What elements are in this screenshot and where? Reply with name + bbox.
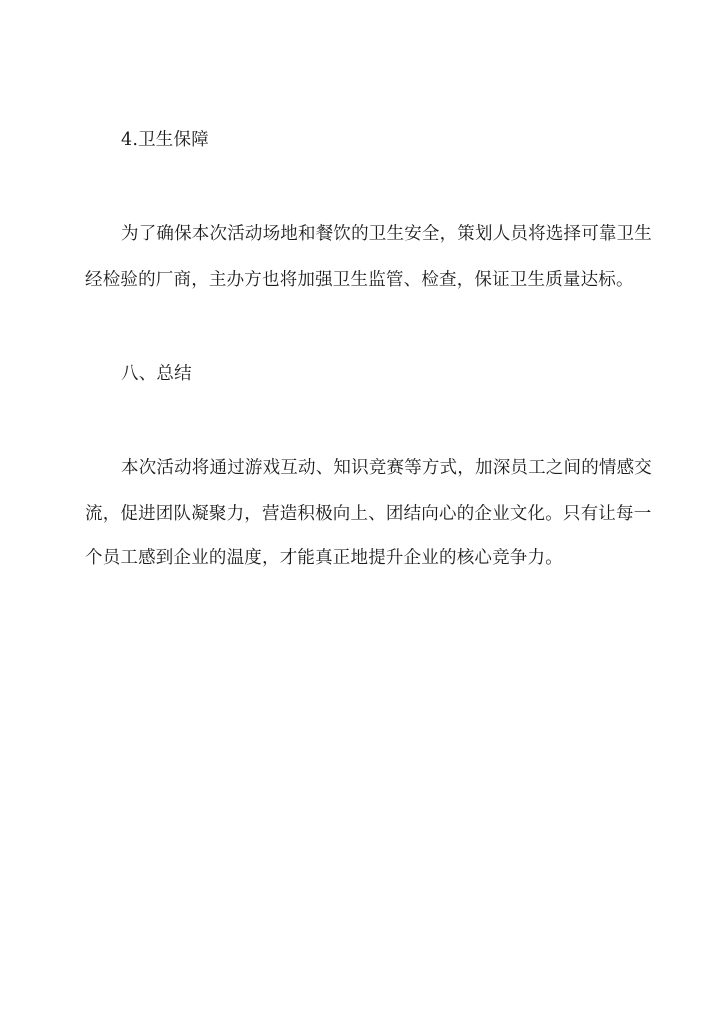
paragraph-line: 为了确保本次活动场地和餐饮的卫生安全，策划人员将选择可靠卫生	[121, 224, 652, 244]
section-heading-hygiene: 4.卫生保障	[121, 130, 209, 150]
paragraph-line: 本次活动将通过游戏互动、知识竞赛等方式，加深员工之间的情感交	[121, 458, 652, 478]
paragraph-line: 经检验的厂商，主办方也将加强卫生监管、检查，保证卫生质量达标。	[85, 270, 634, 290]
section-heading-summary: 八、总结	[121, 364, 192, 384]
paragraph-line: 个员工感到企业的温度，才能真正地提升企业的核心竞争力。	[85, 548, 563, 568]
paragraph-line: 流，促进团队凝聚力，营造积极向上、团结向心的企业文化。只有让每一	[85, 504, 652, 524]
